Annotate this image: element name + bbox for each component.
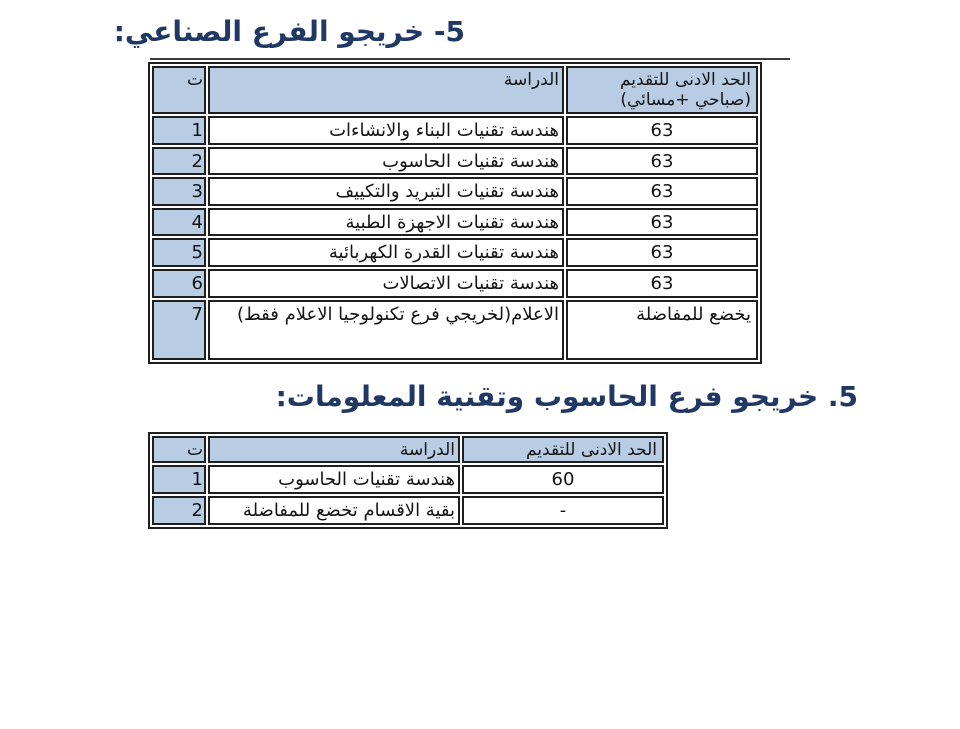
computer-it-branch-table bbox=[148, 432, 668, 529]
row-num: 3 bbox=[152, 177, 206, 206]
table-row bbox=[152, 208, 758, 237]
header-cell-min: الحد الادنى للتقديم bbox=[462, 436, 664, 463]
row-num: 1 bbox=[152, 116, 206, 145]
header-cell-num: ت bbox=[152, 436, 206, 463]
section-heading-industrial: 5- خريجو الفرع الصناعي: bbox=[113, 15, 465, 48]
row-min: 63 bbox=[566, 269, 758, 298]
table-header-row bbox=[152, 66, 758, 114]
row-min: - bbox=[462, 496, 664, 525]
table-row bbox=[152, 465, 664, 494]
table-row bbox=[152, 300, 758, 360]
table-row bbox=[152, 269, 758, 298]
industrial-branch-table bbox=[148, 62, 762, 364]
header-cell-study: الدراسة bbox=[208, 66, 564, 114]
row-min: 63 bbox=[566, 116, 758, 145]
row-min: 63 bbox=[566, 238, 758, 267]
row-num: 4 bbox=[152, 208, 206, 237]
header-cell-study: الدراسة bbox=[208, 436, 460, 463]
row-num: 6 bbox=[152, 269, 206, 298]
row-study: هندسة تقنيات البناء والانشاءات bbox=[208, 116, 564, 145]
row-study: هندسة تقنيات القدرة الكهربائية bbox=[208, 238, 564, 267]
header-min-line2: (صباحي +مسائي) bbox=[620, 90, 751, 110]
table-header-row bbox=[152, 436, 664, 463]
row-study: الاعلام(لخريجي فرع تكنولوجيا الاعلام فقط) bbox=[208, 300, 564, 360]
table-row bbox=[152, 177, 758, 206]
row-min: 60 bbox=[462, 465, 664, 494]
row-num: 2 bbox=[152, 496, 206, 525]
row-study: هندسة تقنيات الاتصالات bbox=[208, 269, 564, 298]
row-num: 2 bbox=[152, 147, 206, 176]
row-study: بقية الاقسام تخضع للمفاضلة bbox=[208, 496, 460, 525]
row-min: يخضع للمفاضلة bbox=[566, 300, 758, 360]
row-study: هندسة تقنيات التبريد والتكييف bbox=[208, 177, 564, 206]
row-study: هندسة تقنيات الحاسوب bbox=[208, 147, 564, 176]
header-cell-min bbox=[566, 66, 758, 114]
header-min-line1: الحد الادنى للتقديم bbox=[619, 70, 751, 90]
table-row bbox=[152, 147, 758, 176]
row-min: 63 bbox=[566, 177, 758, 206]
row-num: 1 bbox=[152, 465, 206, 494]
row-num: 7 bbox=[152, 300, 206, 360]
table-row bbox=[152, 116, 758, 145]
table-row bbox=[152, 496, 664, 525]
header-cell-num: ت bbox=[152, 66, 206, 114]
heading-rule bbox=[150, 58, 790, 60]
row-min: 63 bbox=[566, 208, 758, 237]
row-num: 5 bbox=[152, 238, 206, 267]
table-row bbox=[152, 238, 758, 267]
row-study: هندسة تقنيات الحاسوب bbox=[208, 465, 460, 494]
row-study: هندسة تقنيات الاجهزة الطبية bbox=[208, 208, 564, 237]
section-heading-computer-it: 5. خريجو فرع الحاسوب وتقنية المعلومات: bbox=[275, 380, 858, 413]
row-min: 63 bbox=[566, 147, 758, 176]
